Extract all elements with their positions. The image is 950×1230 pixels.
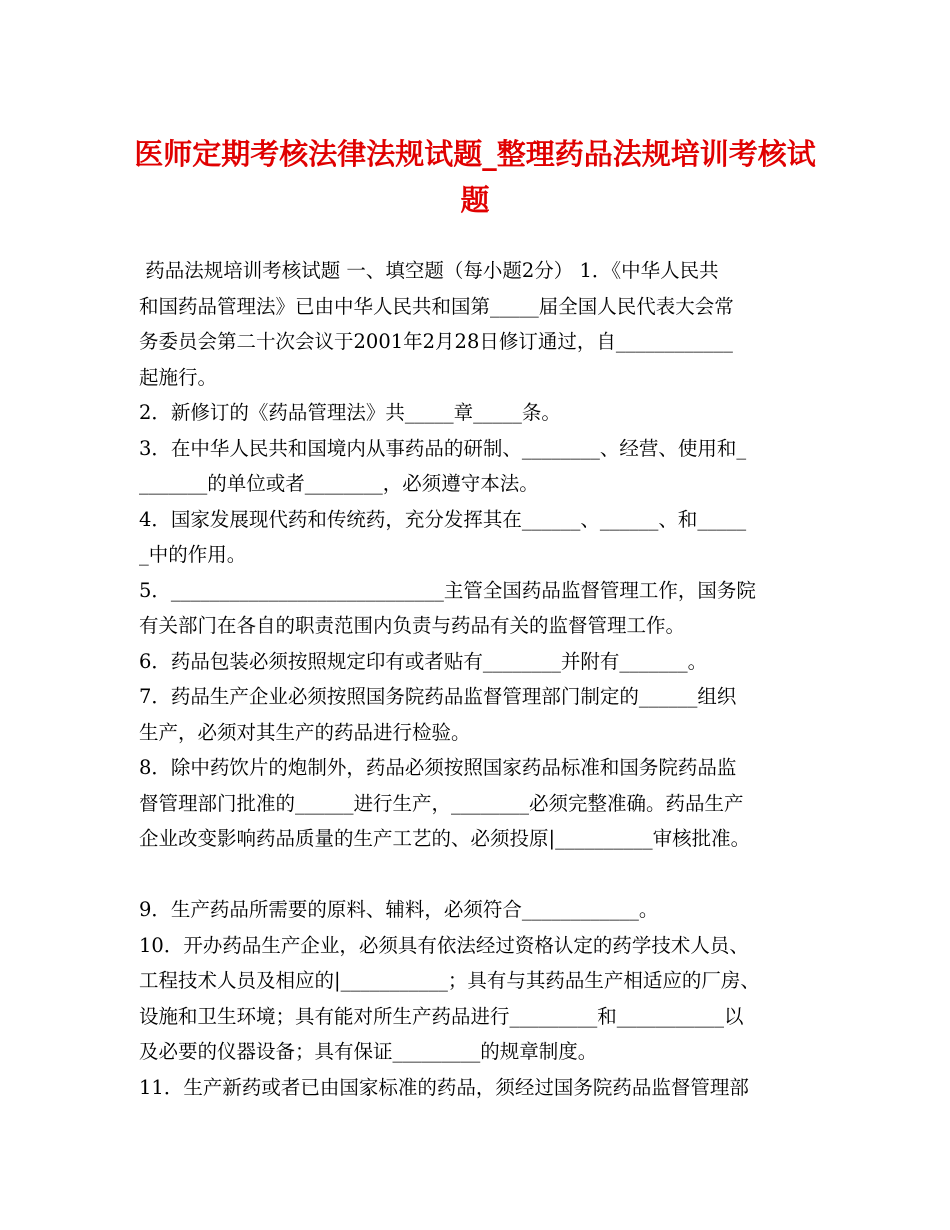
question-9: 9．生产药品所需要的原料、辅料，必须符合____________。 (139, 898, 659, 921)
document-title-continuation: 题 (460, 183, 490, 217)
body-line: 督管理部门批准的______进行生产，________必须完整准确。药品生产 (139, 791, 744, 815)
body-line: 和国药品管理法》已由中华人民共和国第_____届全国人民代表大会常 (139, 294, 734, 318)
body-line: 设施和卫生环境；具有能对所生产药品进行_________和___________以 (139, 1004, 744, 1028)
question-8: 8．除中药饮片的炮制外，药品必须按照国家药品标准和国务院药品监 (139, 756, 737, 779)
body-line: 有关部门在各自的职责范围内负责与药品有关的监督管理工作。 (139, 614, 686, 637)
document-title: 医师定期考核法律法规试题_整理药品法规培训考核试 (134, 137, 816, 171)
question-6: 6．药品包装必须按照规定印有或者贴有________并附有_______。 (139, 649, 708, 673)
body-line: 企业改变影响药品质量的生产工艺的、必须投原|__________审核批准。 (139, 827, 751, 850)
question-4: 4．国家发展现代药和传统药，充分发挥其在______、______、和_____ (139, 507, 747, 531)
body-line: 务委员会第二十次会议于2001年2月28日修订通过，自____________ (139, 330, 733, 353)
question-10: 10．开办药品生产企业，必须具有依法经过资格认定的药学技术人员、 (139, 933, 749, 957)
body-line: 生产，必须对其生产的药品进行检验。 (139, 720, 471, 744)
body-line: _______的单位或者________，必须遵守本法。 (139, 472, 539, 495)
body-line: 起施行。 (139, 365, 218, 389)
question-11: 11．生产新药或者已由国家标准的药品，须经过国务院药品监督管理部 (139, 1075, 749, 1099)
question-3: 3．在中华人民共和国境内从事药品的研制、________、经营、使用和_ (139, 436, 747, 460)
body-line: 药品法规培训考核试题 一、填空题（每小题2分） 1．《中华人民共 (139, 259, 719, 282)
question-5: 5．____________________________主管全国药品监督管理工作，国务院 (139, 578, 756, 602)
blank-line (139, 857, 839, 893)
question-2: 2．新修订的《药品管理法》共_____章_____条。 (139, 401, 561, 424)
body-line: _中的作用。 (139, 543, 247, 566)
body-line: 工程技术人员及相应的|___________；具有与其药品生产相适应的厂房、 (139, 969, 760, 992)
question-7: 7．药品生产企业必须按照国务院药品监督管理部门制定的______组织 (139, 685, 737, 708)
body-line: 及必要的仪器设备；具有保证_________的规章制度。 (139, 1040, 598, 1063)
document-body (139, 253, 839, 1105)
